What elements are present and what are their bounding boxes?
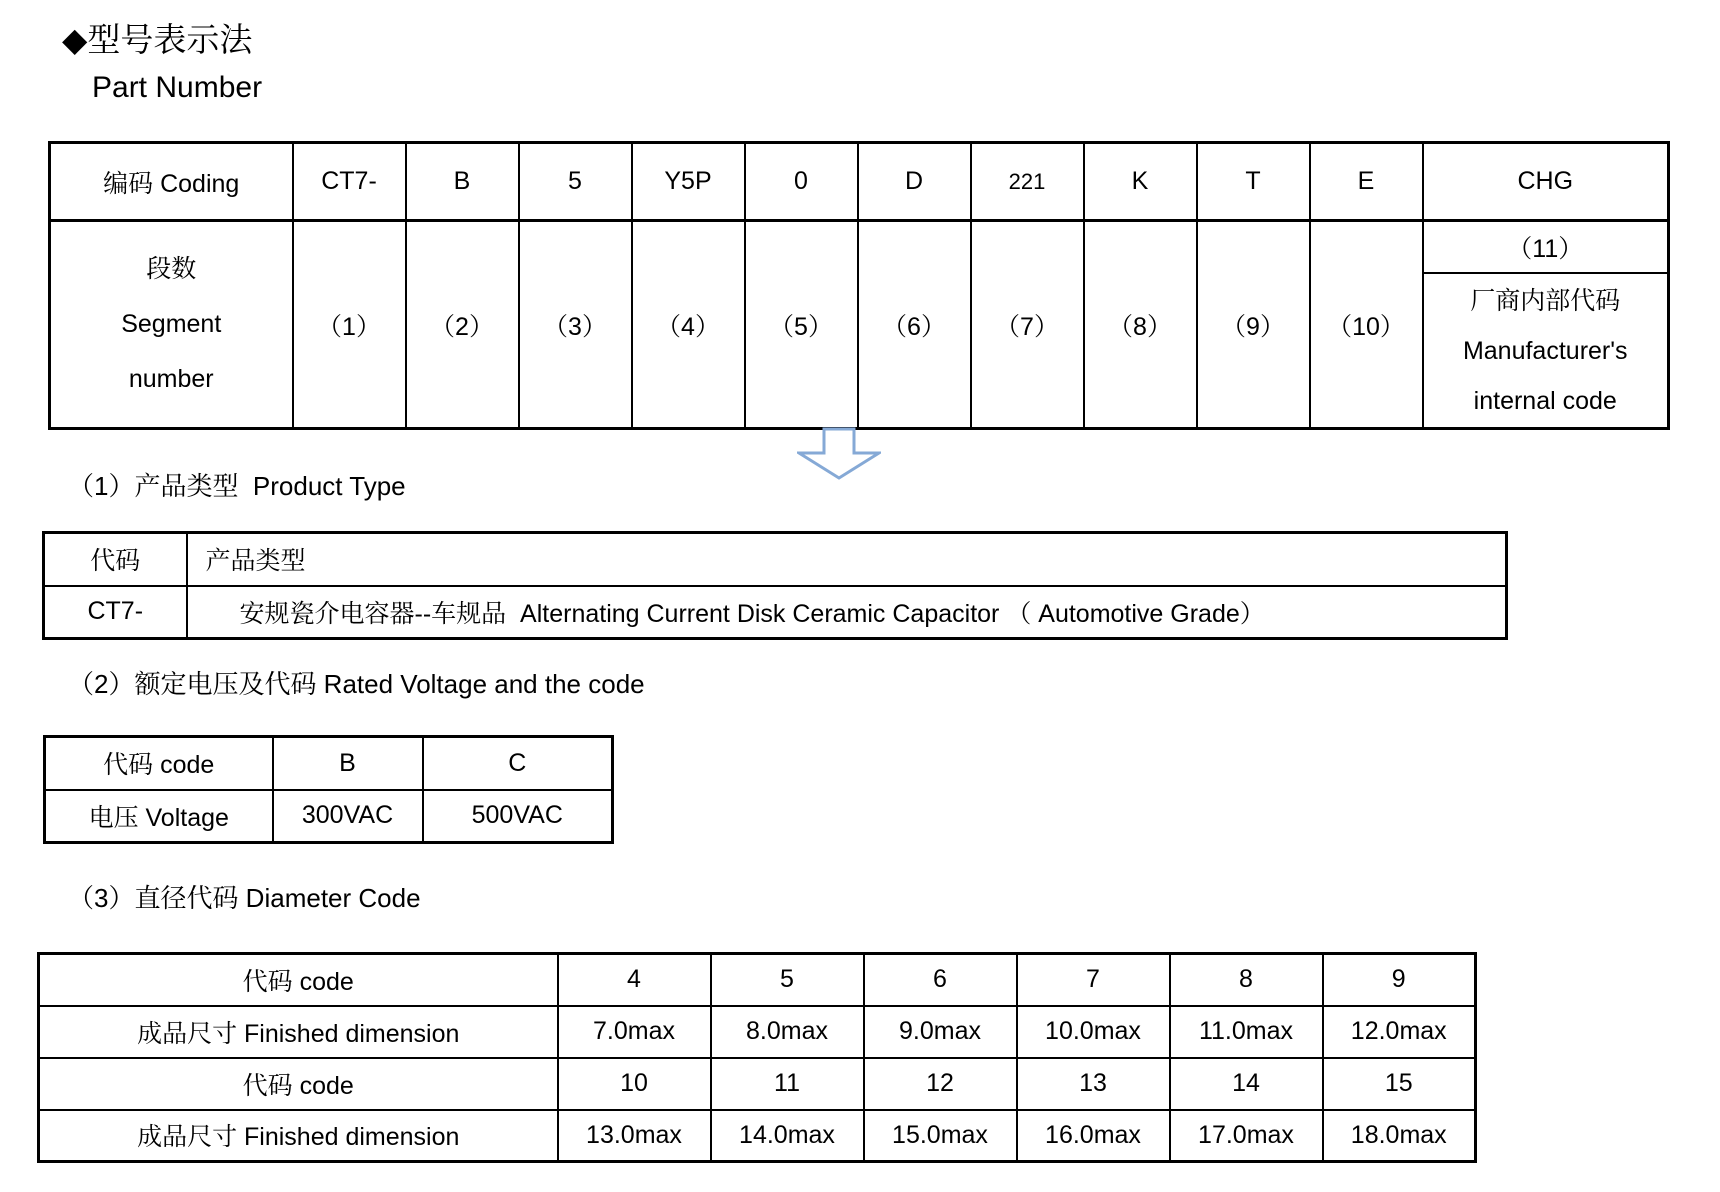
segment-cell: （5）: [745, 221, 858, 429]
diameter-cell: 7: [1017, 954, 1170, 1006]
diameter-cell: 11: [711, 1058, 864, 1110]
voltage-value-c: 500VAC: [423, 790, 613, 843]
manufacturer-internal-code: [1424, 274, 1668, 427]
diameter-cell: 15.0max: [864, 1110, 1017, 1162]
section-heading-product-type: （1）产品类型 Product Type: [68, 471, 406, 501]
diameter-cell: 18.0max: [1323, 1110, 1476, 1162]
voltage-code-label: 代码 code: [45, 737, 273, 790]
product-header-code: 代码: [44, 533, 187, 586]
diameter-table: [37, 952, 1477, 1163]
diameter-cell: 14.0max: [711, 1110, 864, 1162]
coding-table: [48, 141, 1670, 430]
segment-cell: （9）: [1197, 221, 1310, 429]
segment-cell: （2）: [406, 221, 519, 429]
code-cell: 0: [745, 143, 858, 221]
diameter-cell: 14: [1170, 1058, 1323, 1110]
segment-cell: （8）: [1084, 221, 1197, 429]
diameter-cell: 9.0max: [864, 1006, 1017, 1058]
down-arrow-shape: [799, 429, 879, 478]
diameter-cell: 8: [1170, 954, 1323, 1006]
code-cell: D: [858, 143, 971, 221]
diameter-cell: 13.0max: [558, 1110, 711, 1162]
diameter-cell: 13: [1017, 1058, 1170, 1110]
diameter-row-label: 代码 code: [39, 1058, 558, 1110]
diameter-cell: 10.0max: [1017, 1006, 1170, 1058]
diameter-cell: 7.0max: [558, 1006, 711, 1058]
diameter-row-label: 成品尺寸 Finished dimension: [39, 1006, 558, 1058]
segment-cell: （6）: [858, 221, 971, 429]
page-title-cn: ◆型号表示法: [62, 21, 253, 58]
product-row-type: 安规瓷介电容器--车规品 Alternating Current Disk Ceramic Capacitor （ Automotive Grade）: [187, 586, 1507, 639]
diameter-cell: 12.0max: [1323, 1006, 1476, 1058]
code-cell: CHG: [1423, 143, 1669, 221]
product-type-table: [42, 531, 1508, 640]
segment-label-line: Segment: [121, 310, 222, 338]
segment-label-line: 段数: [146, 255, 197, 283]
coding-row-label: 编码 Coding: [50, 143, 293, 221]
diameter-cell: 12: [864, 1058, 1017, 1110]
segment-cell: （7）: [971, 221, 1084, 429]
diameter-cell: 10: [558, 1058, 711, 1110]
diameter-row-label: 代码 code: [39, 954, 558, 1006]
segment-row-label: [50, 221, 293, 429]
product-header-type: 产品类型: [187, 533, 1507, 586]
down-arrow-icon: [797, 427, 881, 480]
segment-cell: （10）: [1310, 221, 1423, 429]
diameter-cell: 17.0max: [1170, 1110, 1323, 1162]
diameter-cell: 16.0max: [1017, 1110, 1170, 1162]
code-cell: 221: [971, 143, 1084, 221]
voltage-value-b: 300VAC: [273, 790, 423, 843]
manufacturer-line: Manufacturer's: [1462, 336, 1628, 365]
segment-cell: （4）: [632, 221, 745, 429]
code-cell: Y5P: [632, 143, 745, 221]
code-cell: K: [1084, 143, 1197, 221]
section-heading-diameter: （3）直径代码 Diameter Code: [68, 883, 421, 913]
voltage-table: [43, 735, 614, 844]
diameter-cell: 5: [711, 954, 864, 1006]
segment-11-number: （11）: [1424, 222, 1668, 274]
segment-cell: （3）: [519, 221, 632, 429]
segment-cell: （1）: [293, 221, 406, 429]
manufacturer-line: 厂商内部代码: [1470, 286, 1621, 315]
diameter-cell: 4: [558, 954, 711, 1006]
code-cell: 5: [519, 143, 632, 221]
segment-11-wrap: [1424, 222, 1668, 427]
product-row-code: CT7-: [44, 586, 187, 639]
diameter-cell: 9: [1323, 954, 1476, 1006]
code-cell: B: [406, 143, 519, 221]
voltage-code-c: C: [423, 737, 613, 790]
page-title-en: Part Number: [92, 71, 263, 104]
code-cell: E: [1310, 143, 1423, 221]
diameter-cell: 6: [864, 954, 1017, 1006]
manufacturer-line: internal code: [1473, 386, 1617, 415]
code-cell: T: [1197, 143, 1310, 221]
diameter-cell: 11.0max: [1170, 1006, 1323, 1058]
segment-11-cell: [1423, 221, 1669, 429]
segment-label-line: number: [128, 365, 214, 393]
section-heading-rated-voltage: （2）额定电压及代码 Rated Voltage and the code: [68, 669, 645, 699]
diameter-cell: 8.0max: [711, 1006, 864, 1058]
diameter-row-label: 成品尺寸 Finished dimension: [39, 1110, 558, 1162]
voltage-value-label: 电压 Voltage: [45, 790, 273, 843]
diameter-cell: 15: [1323, 1058, 1476, 1110]
code-cell: CT7-: [293, 143, 406, 221]
voltage-code-b: B: [273, 737, 423, 790]
